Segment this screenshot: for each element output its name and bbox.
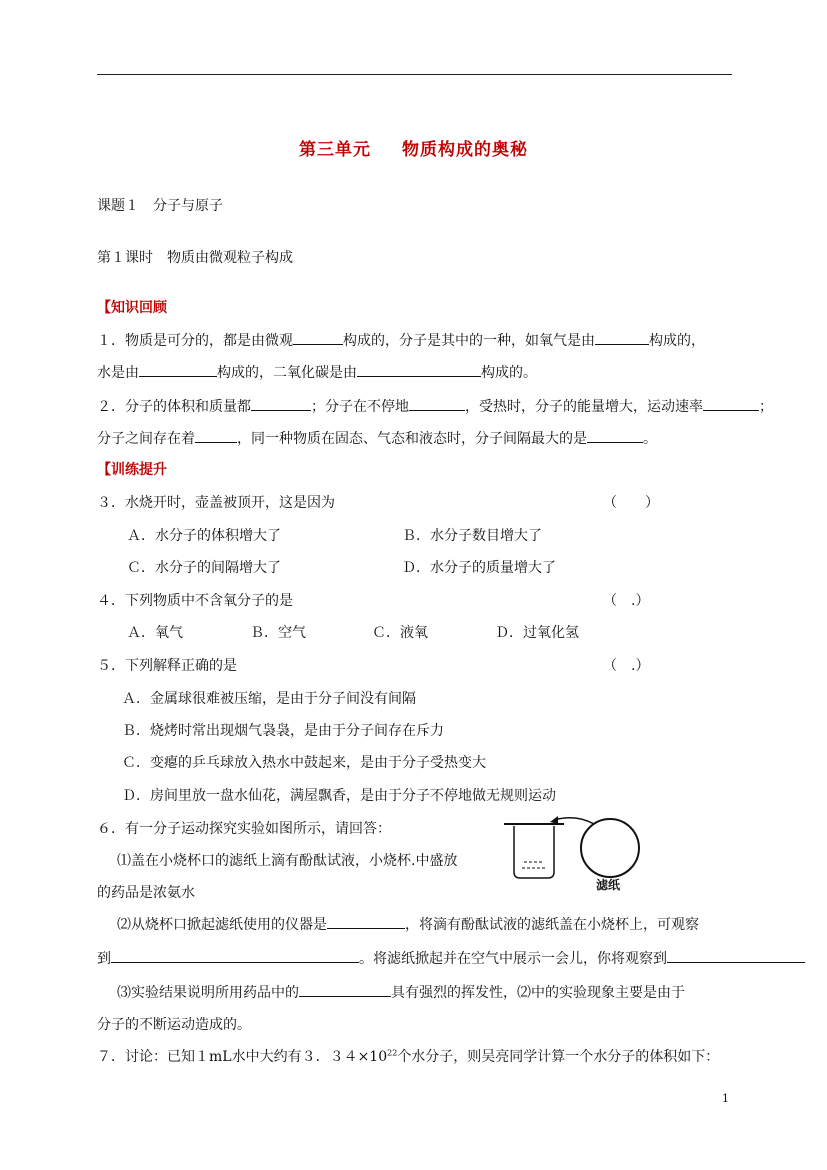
q5-answer-paren[interactable]: （ .）: [603, 658, 650, 674]
q6-text-p2a: ⑵从烧杯口掀起滤纸使用的仪器是: [117, 917, 327, 933]
lesson-period: 第１课时 物质由微观粒子构成: [97, 250, 293, 266]
q5-option-a: Ａ．金属球很难被压缩，是由于分子间没有间隔: [122, 691, 416, 707]
q2-text-e: 分子之间存在着: [97, 431, 195, 447]
q5-option-c: Ｃ．变瘪的乒乓球放入热水中鼓起来，是由于分子受热变大: [122, 755, 486, 771]
q6-stem: ６．有一分子运动探究实验如图所示，请回答：: [97, 821, 391, 837]
q1-blank-1[interactable]: [293, 332, 343, 345]
q2-text-d: ；: [759, 399, 773, 415]
q6-blank-2[interactable]: [111, 950, 359, 963]
q1-text-a: １．物质是可分的，都是由微观: [97, 333, 293, 349]
q6-text-p3a: ⑶实验结果说明所用药品中的: [117, 985, 299, 1001]
q3-option-a: Ａ．水分子的体积增大了: [127, 528, 281, 544]
q1-line1: [97, 330, 705, 350]
q3-option-c: Ｃ．水分子的间隔增大了: [127, 560, 281, 576]
q6-part3-line1: [117, 982, 685, 1002]
lesson-topic: 课题１ 分子与原子: [97, 198, 223, 214]
q2-blank-5[interactable]: [587, 430, 643, 443]
q1-text-e: 构成的，二氧化碳是由: [217, 365, 357, 381]
q6-text-p2d: 。将滤纸掀起并在空气中展示一会儿，你将观察到: [359, 951, 667, 967]
q2-text-a: ２．分子的体积和质量都: [97, 399, 251, 415]
beaker: [514, 826, 554, 878]
q1-blank-2[interactable]: [595, 332, 649, 345]
q3-option-d: Ｄ．水分子的质量增大了: [402, 560, 556, 576]
experiment-figure: [498, 812, 644, 896]
q6-text-p3b: 具有强烈的挥发性，⑵中的实验现象主要是由于: [391, 985, 685, 1001]
arrow-head-icon: [550, 816, 558, 824]
q2-line1: [97, 396, 773, 416]
figure-label: 滤纸: [596, 878, 621, 892]
q4-option-a: Ａ．氧气: [127, 625, 183, 641]
q1-text-d: 水是由: [97, 365, 139, 381]
q6-blank-3[interactable]: [667, 950, 805, 963]
header-rule: [97, 74, 732, 75]
section-practice: 【训练提升: [97, 462, 167, 478]
q2-blank-2[interactable]: [409, 398, 465, 411]
q2-text-g: 。: [643, 431, 657, 447]
q6-text-p2b: ，将滴有酚酞试液的滤纸盖在小烧杯上，可观察: [405, 917, 699, 933]
q6-part1-line2: 的药品是浓氨水: [97, 885, 195, 901]
q2-text-c: ，受热时，分子的能量增大，运动速率: [465, 399, 703, 415]
unit-name: 物质构成的奥秘: [401, 140, 528, 160]
section-review: 【知识回顾: [97, 300, 167, 316]
q1-text-c: 构成的，: [649, 333, 705, 349]
q6-part2-line1: [117, 914, 699, 934]
q1-blank-3[interactable]: [139, 364, 217, 377]
q1-line2: [97, 362, 537, 382]
q4-option-b: Ｂ．空气: [250, 625, 306, 641]
q5-option-b: Ｂ．烧烤时常出现烟气袅袅，是由于分子间存在斥力: [122, 723, 444, 739]
q4-stem: ４．下列物质中不含氧分子的是: [97, 593, 293, 609]
q7-line: [97, 1046, 719, 1066]
q2-text-f: ，同一种物质在固态、气态和液态时，分子间隔最大的是: [237, 431, 587, 447]
q6-blank-4[interactable]: [299, 984, 391, 997]
unit-number: 第三单元: [299, 140, 372, 160]
q6-text-p2c: 到: [97, 951, 111, 967]
q1-blank-4[interactable]: [357, 364, 481, 377]
q1-text-f: 构成的。: [481, 365, 537, 381]
q1-text-b: 构成的，分子是其中的一种，如氧气是由: [343, 333, 595, 349]
q2-blank-1[interactable]: [251, 398, 311, 411]
q3-answer-paren[interactable]: （ ）: [603, 495, 659, 511]
q7-text-b: 个水分子，则吴亮同学计算一个水分子的体积如下：: [397, 1049, 720, 1065]
q4-option-d: Ｄ．过氧化氢: [495, 625, 579, 641]
q5-option-d: Ｄ．房间里放一盘水仙花，满屋飘香，是由于分子不停地做无规则运动: [122, 788, 556, 804]
filter-paper-circle: [581, 819, 639, 877]
q6-part2-line2: [97, 948, 805, 968]
q6-part1-line1: ⑴盖在小烧杯口的滤纸上滴有酚酞试液，小烧杯.中盛放: [117, 853, 458, 869]
q7-exponent: 22: [387, 1048, 398, 1058]
q6-blank-1[interactable]: [327, 916, 405, 929]
q5-stem: ５．下列解释正确的是: [97, 658, 237, 674]
page-number: 1: [722, 1092, 729, 1105]
q4-option-c: Ｃ．液氧: [372, 625, 428, 641]
q4-answer-paren[interactable]: （ .）: [603, 593, 650, 609]
q2-line2: [97, 428, 657, 448]
q3-option-b: Ｂ．水分子数目增大了: [402, 528, 542, 544]
unit-title: [0, 135, 827, 160]
q7-text-a: ７．讨论：已知１mL水中大约有３．３４×10: [97, 1049, 388, 1065]
q2-text-b: ；分子在不停地: [311, 399, 409, 415]
q2-blank-3[interactable]: [703, 398, 759, 411]
q6-part3-line2: 分子的不断运动造成的。: [97, 1017, 251, 1033]
q2-blank-4[interactable]: [195, 430, 237, 443]
q3-stem: ３．水烧开时，壶盖被顶开，这是因为: [97, 495, 335, 511]
